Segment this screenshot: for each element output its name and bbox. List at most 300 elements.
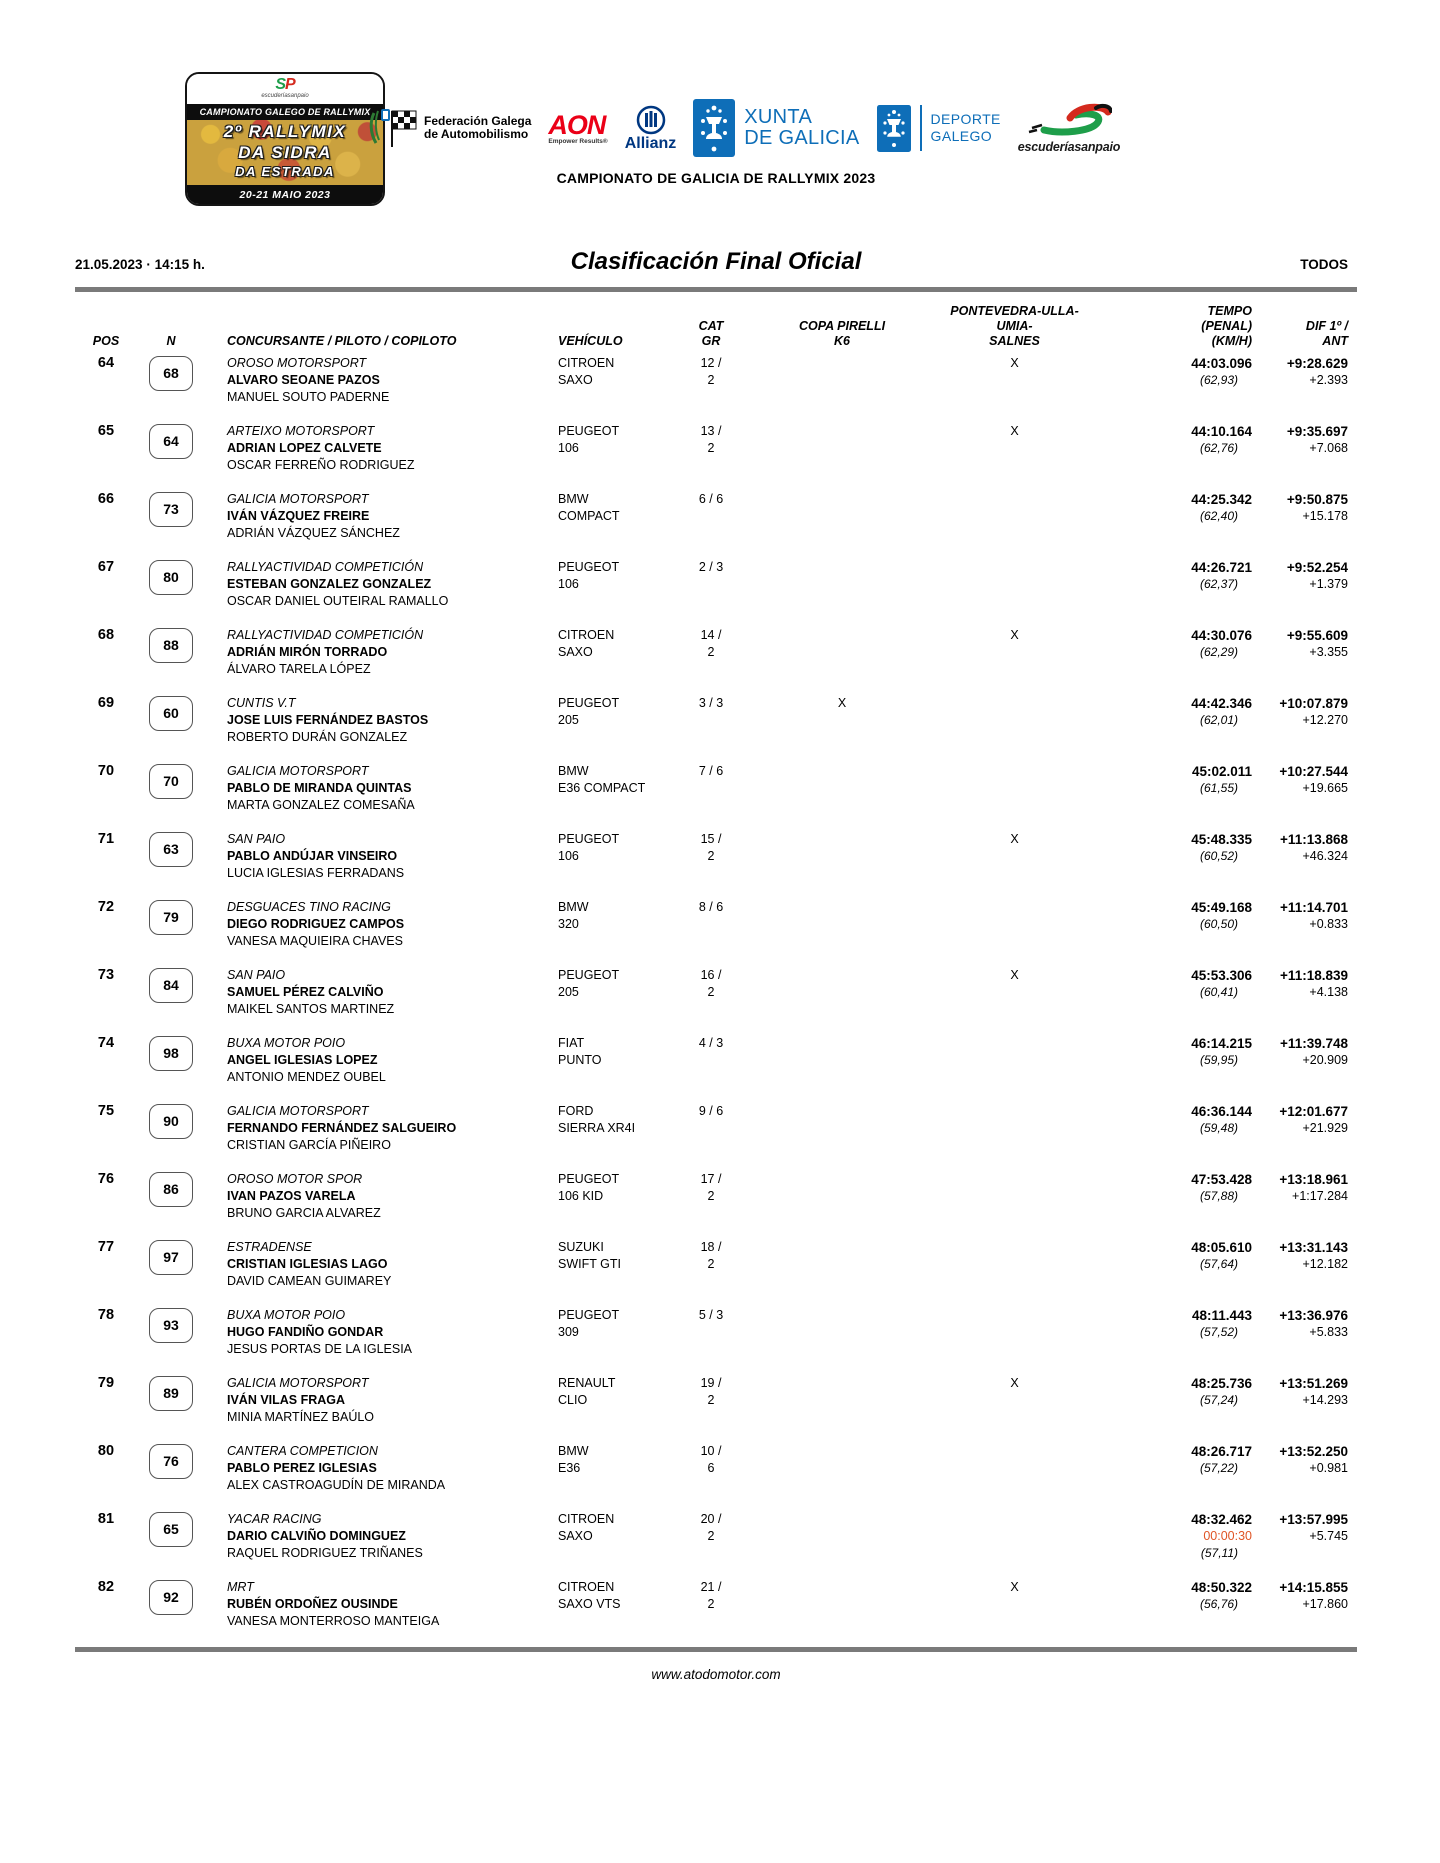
avg-speed-value: (57,11) (1200, 1546, 1238, 1560)
codriver-name: JESUS PORTAS DE LA IGLESIA (227, 1342, 413, 1356)
copa-pirelli-mark (742, 627, 942, 678)
tempo-cell (1087, 899, 1252, 950)
cat-gr-line1: 4 / 3 (698, 1036, 724, 1050)
dif-cell (1252, 695, 1357, 746)
vehicle-model: E36 (558, 1461, 581, 1475)
deporte-galego-logo (877, 105, 1001, 152)
cat-gr-cell (680, 1511, 742, 1562)
cat-gr-cell (680, 1307, 742, 1358)
car-number-plate: 98 (149, 1036, 193, 1071)
copa-pirelli-mark (742, 1035, 942, 1086)
position-value: 74 (97, 1035, 115, 1051)
cat-gr-cell (680, 967, 742, 1018)
tempo-cell (1087, 763, 1252, 814)
dif-first-value: +11:18.839 (1280, 968, 1348, 983)
vehicle-make: CITROEN (558, 356, 615, 370)
team-name: RALLYACTIVIDAD COMPETICIÓN (227, 560, 424, 574)
crew-cell (217, 355, 548, 406)
tempo-cell (1087, 695, 1252, 746)
car-number-cell (125, 1171, 217, 1222)
galicia-shield-icon (693, 99, 735, 157)
cat-gr-line1: 3 / 3 (698, 696, 724, 710)
tempo-cell (1087, 1443, 1252, 1494)
checkered-flag-icon (368, 105, 420, 151)
vehicle-make: BMW (558, 764, 589, 778)
dif-first-value: +11:13.868 (1280, 832, 1348, 847)
crew-cell (217, 899, 548, 950)
cat-gr-line1: 13 / (700, 424, 722, 438)
position-value: 71 (97, 831, 115, 847)
vehicle-cell (548, 1035, 680, 1086)
cat-gr-line2: 2 (707, 1529, 715, 1543)
codriver-name: ANTONIO MENDEZ OUBEL (227, 1070, 386, 1084)
car-number-plate: 80 (149, 560, 193, 595)
bottom-rule (75, 1647, 1357, 1652)
dif-prev-value: +1.379 (1309, 577, 1348, 591)
cat-gr-cell (680, 355, 742, 406)
vehicle-model: SWIFT GTI (558, 1257, 621, 1271)
crew-cell (217, 1443, 548, 1494)
dif-first-value: +13:31.143 (1279, 1240, 1348, 1255)
col-dif: DIF 1º / ANT (1305, 319, 1348, 348)
dif-prev-value: +7.068 (1309, 441, 1348, 455)
tempo-value: 48:11.443 (1191, 1308, 1252, 1323)
cat-gr-line1: 19 / (700, 1376, 722, 1390)
vehicle-make: PEUGEOT (558, 424, 620, 438)
vehicle-cell (548, 491, 680, 542)
car-number-cell (125, 1579, 217, 1630)
cat-gr-cell (680, 695, 742, 746)
driver-name: RUBÉN ORDOÑEZ OUSINDE (227, 1597, 398, 1611)
plate-title-line2: DA SIDRA (238, 143, 332, 162)
dif-prev-value: +2.393 (1309, 373, 1348, 387)
vehicle-model: COMPACT (558, 509, 620, 523)
vehicle-model: 106 (558, 441, 579, 455)
crew-cell (217, 695, 548, 746)
vehicle-make: BMW (558, 1444, 589, 1458)
cat-gr-line1: 16 / (700, 968, 722, 982)
vehicle-make: PEUGEOT (558, 968, 620, 982)
codriver-name: RAQUEL RODRIGUEZ TRIÑANES (227, 1546, 423, 1560)
table-row (75, 1511, 1357, 1562)
car-number-plate: 76 (149, 1444, 193, 1479)
pontevedra-mark: X (1010, 1580, 1019, 1594)
avg-speed-value: (60,52) (1199, 849, 1238, 863)
deporte-galego-text: DEPORTE GALEGO (930, 111, 1001, 144)
cat-gr-cell (680, 491, 742, 542)
codriver-name: ROBERTO DURÁN GONZALEZ (227, 730, 408, 744)
pontevedra-mark (942, 899, 1087, 950)
cat-gr-line1: 5 / 3 (698, 1308, 724, 1322)
avg-speed-value: (56,76) (1199, 1597, 1238, 1611)
sp-swoosh-icon (1026, 102, 1112, 140)
cat-gr-line2: 2 (707, 645, 715, 659)
copa-pirelli-mark (742, 1579, 942, 1630)
car-number-cell (125, 627, 217, 678)
position-value: 70 (97, 763, 115, 779)
dif-first-value: +11:14.701 (1280, 900, 1348, 915)
dif-cell (1252, 1579, 1357, 1630)
cat-gr-cell (680, 627, 742, 678)
car-number-cell (125, 695, 217, 746)
tempo-cell (1087, 831, 1252, 882)
table-row (75, 1103, 1357, 1154)
escuderia-sanpaio-logo: escuderíasanpaio (1018, 102, 1120, 154)
cat-gr-line1: 17 / (700, 1172, 722, 1186)
pontevedra-mark (942, 1103, 1087, 1154)
vehicle-model: 106 (558, 849, 579, 863)
table-row (75, 627, 1357, 678)
avg-speed-value: (59,95) (1199, 1053, 1238, 1067)
crew-cell (217, 1035, 548, 1086)
col-tempo: TEMPO (PENAL) (KM/H) (1201, 304, 1252, 348)
team-name: MRT (227, 1580, 254, 1594)
codriver-name: OSCAR FERREÑO RODRIGUEZ (227, 458, 415, 472)
dif-prev-value: +20.909 (1302, 1053, 1348, 1067)
position-value: 64 (97, 355, 115, 371)
tempo-value: 45:53.306 (1191, 968, 1252, 983)
dif-first-value: +11:39.748 (1280, 1036, 1348, 1051)
codriver-name: ADRIÁN VÁZQUEZ SÁNCHEZ (227, 526, 400, 540)
avg-speed-value: (57,52) (1199, 1325, 1238, 1339)
dif-cell (1252, 1443, 1357, 1494)
position-value: 65 (97, 423, 115, 439)
tempo-value: 47:53.428 (1191, 1172, 1252, 1187)
driver-name: HUGO FANDIÑO GONDAR (227, 1325, 384, 1339)
tempo-value: 48:05.610 (1191, 1240, 1252, 1255)
car-number-plate: 63 (149, 832, 193, 867)
cat-gr-line2: 2 (707, 1189, 715, 1203)
pontevedra-mark: X (1010, 424, 1019, 438)
car-number-plate: 84 (149, 968, 193, 1003)
crew-cell (217, 423, 548, 474)
driver-name: CRISTIAN IGLESIAS LAGO (227, 1257, 388, 1271)
pontevedra-mark: X (1010, 628, 1019, 642)
crew-cell (217, 1579, 548, 1630)
team-name: GALICIA MOTORSPORT (227, 764, 369, 778)
avg-speed-value: (62,76) (1199, 441, 1238, 455)
cat-gr-cell (680, 1171, 742, 1222)
cat-gr-line2: 2 (707, 373, 715, 387)
tempo-cell (1087, 967, 1252, 1018)
tempo-value: 48:50.322 (1191, 1580, 1252, 1595)
crew-cell (217, 1307, 548, 1358)
codriver-name: ALEX CASTROAGUDÍN DE MIRANDA (227, 1478, 446, 1492)
vehicle-cell (548, 695, 680, 746)
driver-name: FERNANDO FERNÁNDEZ SALGUEIRO (227, 1121, 457, 1135)
car-number-cell (125, 1103, 217, 1154)
driver-name: IVÁN VÁZQUEZ FREIRE (227, 509, 370, 523)
dif-cell (1252, 1375, 1357, 1426)
car-number-plate: 90 (149, 1104, 193, 1139)
codriver-name: MARTA GONZALEZ COMESAÑA (227, 798, 415, 812)
car-number-cell (125, 423, 217, 474)
dif-first-value: +13:57.995 (1279, 1512, 1348, 1527)
tempo-value: 44:42.346 (1191, 696, 1252, 711)
dif-cell (1252, 1103, 1357, 1154)
car-number-cell (125, 831, 217, 882)
car-number-cell (125, 1375, 217, 1426)
table-body (75, 355, 1357, 1630)
crew-cell (217, 1511, 548, 1562)
table-row (75, 899, 1357, 950)
car-number-plate: 88 (149, 628, 193, 663)
avg-speed-value: (62,01) (1199, 713, 1238, 727)
vehicle-make: PEUGEOT (558, 1172, 620, 1186)
pontevedra-mark (942, 695, 1087, 746)
col-pontevedra: PONTEVEDRA-ULLA-UMIA- SALNES (950, 304, 1079, 348)
table-row (75, 763, 1357, 814)
dif-first-value: +14:15.855 (1279, 1580, 1348, 1595)
tempo-cell (1087, 1511, 1252, 1562)
dif-prev-value: +4.138 (1309, 985, 1348, 999)
tempo-value: 44:10.164 (1191, 424, 1252, 439)
driver-name: IVÁN VILAS FRAGA (227, 1393, 346, 1407)
car-number-plate: 93 (149, 1308, 193, 1343)
position-value: 69 (97, 695, 115, 711)
cat-gr-line1: 21 / (700, 1580, 722, 1594)
table-row (75, 695, 1357, 746)
dif-first-value: +13:52.250 (1279, 1444, 1348, 1459)
vehicle-cell (548, 1375, 680, 1426)
dif-prev-value: +46.324 (1302, 849, 1348, 863)
tempo-value: 48:26.717 (1191, 1444, 1252, 1459)
car-number-plate: 79 (149, 900, 193, 935)
codriver-name: VANESA MONTERROSO MANTEIGA (227, 1614, 440, 1628)
dif-prev-value: +21.929 (1302, 1121, 1348, 1135)
driver-name: PABLO DE MIRANDA QUINTAS (227, 781, 412, 795)
crew-cell (217, 559, 548, 610)
codriver-name: MANUEL SOUTO PADERNE (227, 390, 390, 404)
cat-gr-line1: 18 / (700, 1240, 722, 1254)
dif-prev-value: +12.182 (1302, 1257, 1348, 1271)
tempo-value: 46:36.144 (1191, 1104, 1252, 1119)
dif-cell (1252, 355, 1357, 406)
tempo-cell (1087, 1171, 1252, 1222)
copa-pirelli-mark (742, 899, 942, 950)
col-cat-gr: CAT GR (698, 319, 724, 348)
dif-cell (1252, 831, 1357, 882)
col-num: N (166, 334, 176, 348)
tempo-cell (1087, 559, 1252, 610)
penalty-value: 00:00:30 (1203, 1529, 1252, 1543)
vehicle-cell (548, 1511, 680, 1562)
pontevedra-mark (942, 559, 1087, 610)
table-row (75, 559, 1357, 610)
tempo-value: 44:30.076 (1191, 628, 1252, 643)
footer-website: www.atodomotor.com (651, 1667, 781, 1682)
col-copa-pirelli: COPA PIRELLI K6 (798, 319, 886, 348)
vehicle-cell (548, 763, 680, 814)
copa-pirelli-mark (742, 1239, 942, 1290)
table-header (75, 292, 1357, 355)
vehicle-cell (548, 1443, 680, 1494)
codriver-name: CRISTIAN GARCÍA PIÑEIRO (227, 1138, 391, 1152)
dif-cell (1252, 559, 1357, 610)
vehicle-model: CLIO (558, 1393, 588, 1407)
vehicle-model: 309 (558, 1325, 579, 1339)
cat-gr-cell (680, 763, 742, 814)
driver-name: DARIO CALVIÑO DOMINGUEZ (227, 1529, 406, 1543)
position-value: 81 (97, 1511, 115, 1527)
dif-first-value: +13:51.269 (1279, 1376, 1348, 1391)
cat-gr-line2: 6 (707, 1461, 715, 1475)
allianz-logo: Allianz (625, 105, 677, 152)
codriver-name: ÁLVARO TARELA LÓPEZ (227, 662, 371, 676)
cat-gr-line2: 2 (707, 985, 715, 999)
position-value: 72 (97, 899, 115, 915)
table-row (75, 1239, 1357, 1290)
driver-name: ADRIÁN MIRÓN TORRADO (227, 645, 388, 659)
vehicle-model: 106 KID (558, 1189, 604, 1203)
dif-first-value: +10:07.879 (1279, 696, 1348, 711)
crew-cell (217, 763, 548, 814)
vehicle-make: PEUGEOT (558, 696, 620, 710)
xunta-de-galicia-logo (693, 99, 859, 157)
sponsor-logos (368, 92, 1120, 164)
pontevedra-mark: X (1010, 1376, 1019, 1390)
plate-title-line3: DA ESTRADA (235, 164, 335, 179)
team-name: BUXA MOTOR POIO (227, 1036, 346, 1050)
car-number-plate: 97 (149, 1240, 193, 1275)
vehicle-make: FORD (558, 1104, 594, 1118)
cat-gr-cell (680, 831, 742, 882)
car-number-cell (125, 763, 217, 814)
logo-strip (75, 72, 1357, 212)
vehicle-model: SAXO (558, 1529, 593, 1543)
sp-logo-icon: SP (275, 76, 295, 93)
tempo-cell (1087, 423, 1252, 474)
avg-speed-value: (57,88) (1199, 1189, 1238, 1203)
team-name: GALICIA MOTORSPORT (227, 1376, 369, 1390)
copa-pirelli-mark (742, 967, 942, 1018)
galicia-shield-small-icon (877, 105, 911, 152)
dif-prev-value: +17.860 (1302, 1597, 1348, 1611)
table-row (75, 1579, 1357, 1630)
cat-gr-line1: 15 / (700, 832, 722, 846)
vehicle-model: SAXO (558, 645, 593, 659)
position-value: 82 (97, 1579, 115, 1595)
pontevedra-mark (942, 763, 1087, 814)
car-number-cell (125, 1035, 217, 1086)
vehicle-cell (548, 559, 680, 610)
dif-first-value: +9:28.629 (1286, 356, 1348, 371)
dif-first-value: +9:50.875 (1286, 492, 1348, 507)
tempo-value: 46:14.215 (1191, 1036, 1252, 1051)
vehicle-cell (548, 627, 680, 678)
tempo-cell (1087, 1239, 1252, 1290)
team-name: OROSO MOTOR SPOR (227, 1172, 363, 1186)
cat-gr-line2: 2 (707, 1257, 715, 1271)
car-number-cell (125, 491, 217, 542)
car-number-plate: 89 (149, 1376, 193, 1411)
dif-prev-value: +5.833 (1309, 1325, 1348, 1339)
avg-speed-value: (62,37) (1199, 577, 1238, 591)
vehicle-cell (548, 1171, 680, 1222)
cat-gr-line1: 12 / (700, 356, 722, 370)
team-name: SAN PAIO (227, 832, 286, 846)
copa-pirelli-mark: X (837, 696, 847, 710)
vehicle-model: SAXO VTS (558, 1597, 621, 1611)
team-name: YACAR RACING (227, 1512, 322, 1526)
cat-gr-line1: 14 / (700, 628, 722, 642)
car-number-plate: 92 (149, 1580, 193, 1615)
table-row (75, 1443, 1357, 1494)
vehicle-make: CITROEN (558, 628, 615, 642)
vehicle-model: 205 (558, 713, 579, 727)
car-number-plate: 65 (149, 1512, 193, 1547)
vehicle-make: FIAT (558, 1036, 585, 1050)
plate-sp-sub: escuderíasanpaio (261, 93, 309, 99)
vehicle-cell (548, 423, 680, 474)
car-number-plate: 70 (149, 764, 193, 799)
car-number-plate: 60 (149, 696, 193, 731)
cat-gr-line1: 8 / 6 (698, 900, 724, 914)
dif-cell (1252, 1171, 1357, 1222)
tempo-cell (1087, 627, 1252, 678)
crew-cell (217, 491, 548, 542)
tempo-value: 45:48.335 (1191, 832, 1252, 847)
copa-pirelli-mark (742, 1307, 942, 1358)
table-row (75, 355, 1357, 406)
vehicle-cell (548, 967, 680, 1018)
vehicle-cell (548, 1579, 680, 1630)
copa-pirelli-mark (742, 763, 942, 814)
dif-first-value: +10:27.544 (1279, 764, 1348, 779)
aon-logo: AON Empower Results® (548, 109, 608, 145)
vehicle-cell (548, 1307, 680, 1358)
pontevedra-mark: X (1010, 968, 1019, 982)
dif-cell (1252, 967, 1357, 1018)
vehicle-make: PEUGEOT (558, 1308, 620, 1322)
dif-cell (1252, 899, 1357, 950)
vehicle-make: RENAULT (558, 1376, 616, 1390)
car-number-plate: 64 (149, 424, 193, 459)
vehicle-model: 205 (558, 985, 579, 999)
car-number-cell (125, 1443, 217, 1494)
position-value: 76 (97, 1171, 115, 1187)
driver-name: DIEGO RODRIGUEZ CAMPOS (227, 917, 405, 931)
pontevedra-mark (942, 491, 1087, 542)
copa-pirelli-mark (742, 559, 942, 610)
vehicle-model: PUNTO (558, 1053, 602, 1067)
avg-speed-value: (57,24) (1199, 1393, 1238, 1407)
team-name: DESGUACES TINO RACING (227, 900, 391, 914)
dif-first-value: +9:55.609 (1286, 628, 1348, 643)
codriver-name: MAIKEL SANTOS MARTINEZ (227, 1002, 395, 1016)
plate-title-line1: 2º RALLYMIX (223, 122, 347, 141)
cat-gr-cell (680, 1443, 742, 1494)
car-number-plate: 68 (149, 356, 193, 391)
vehicle-make: PEUGEOT (558, 560, 620, 574)
table-row (75, 491, 1357, 542)
position-value: 80 (97, 1443, 115, 1459)
dif-first-value: +12:01.677 (1279, 1104, 1348, 1119)
copa-pirelli-mark (742, 1511, 942, 1562)
position-value: 78 (97, 1307, 115, 1323)
cat-gr-cell (680, 1239, 742, 1290)
position-value: 66 (97, 491, 115, 507)
copa-pirelli-mark (742, 1443, 942, 1494)
table-row (75, 423, 1357, 474)
page-title: Clasificación Final Oficial (570, 248, 862, 275)
team-name: GALICIA MOTORSPORT (227, 492, 369, 506)
team-name: RALLYACTIVIDAD COMPETICIÓN (227, 628, 424, 642)
table-row (75, 1035, 1357, 1086)
dif-first-value: +9:35.697 (1286, 424, 1348, 439)
position-value: 73 (97, 967, 115, 983)
tempo-value: 48:32.462 (1191, 1512, 1252, 1527)
